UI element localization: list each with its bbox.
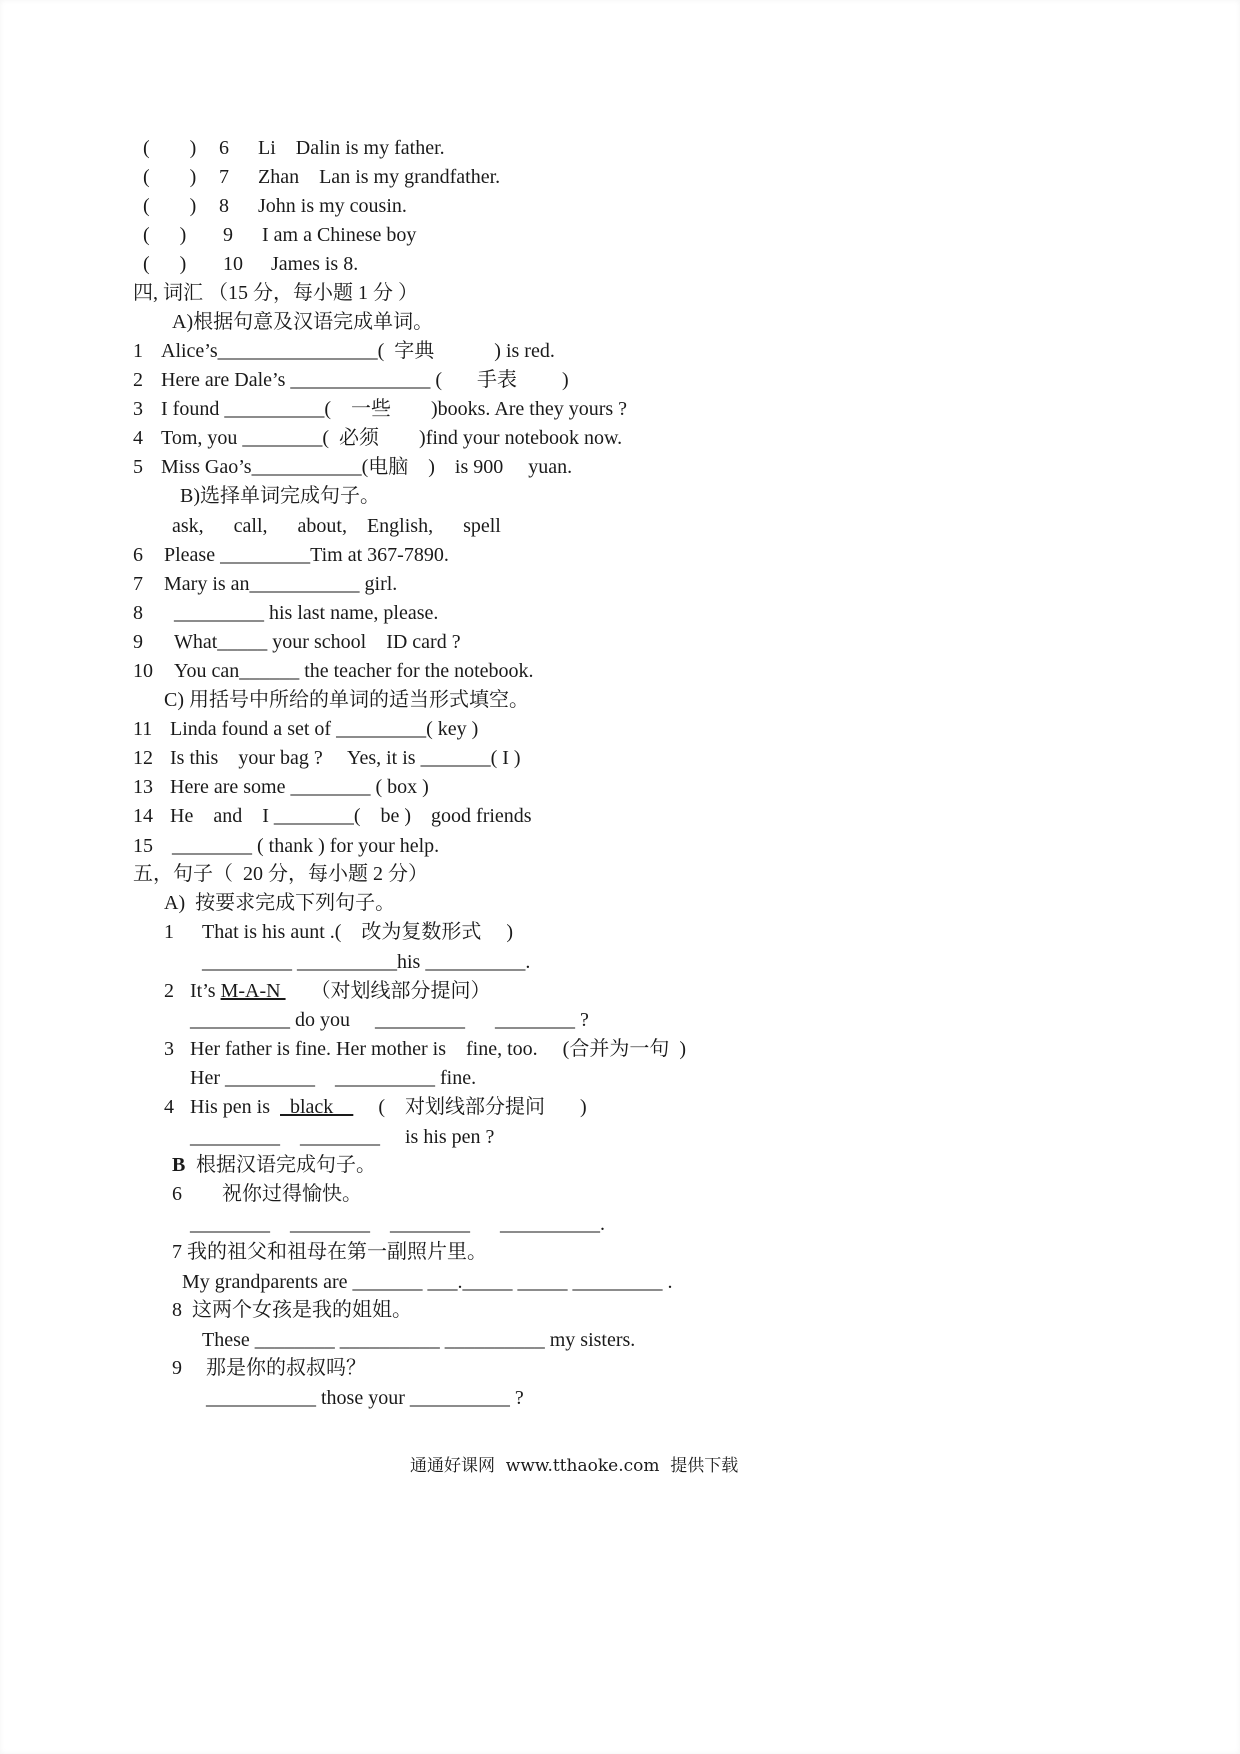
s4b-text-10: You can______ the teacher for the notebook. (174, 660, 534, 682)
s4a-num-2: 2 (133, 369, 143, 391)
s5b-text-7: 7 我的祖父和祖母在第一副照片里。 (172, 1241, 487, 1263)
s5a-text-4-pre: His pen is (190, 1096, 280, 1118)
s5b-text-6: 祝你过得愉快。 (222, 1183, 362, 1205)
s3-text-9: I am a Chinese boy (262, 224, 417, 246)
s5a-answer-1: _________ __________his __________. (202, 951, 531, 973)
s5a-text-4-post: ( 对划线部分提问 ) (353, 1096, 587, 1118)
s4a-text-1: Alice’s________________( 字典 ) is red. (161, 340, 555, 362)
section5-partB-label: B (172, 1154, 186, 1176)
s4c-text-13: Here are some ________ ( box ) (170, 776, 429, 798)
s5b-answer-6: ________ ________ ________ __________. (190, 1213, 605, 1235)
s3-paren-9: ( ) (143, 224, 187, 246)
s4b-text-8: _________ his last name, please. (174, 602, 439, 624)
s3-text-10: James is 8. (271, 253, 359, 275)
s5a-num-2: 2 (164, 980, 174, 1002)
s4b-text-6: Please _________Tim at 367-7890. (164, 544, 449, 566)
s3-paren-6: ( ) (143, 137, 197, 159)
s5b-answer-9: ___________ those your __________ ? (206, 1387, 524, 1409)
page-footer: 通通好课网 www.tthaoke.com 提供下载 (410, 1456, 739, 1476)
s4b-num-10: 10 (133, 660, 153, 682)
section4-partB-title: B)选择单词完成句子。 (180, 485, 380, 507)
s5b-num-9: 9 (172, 1357, 182, 1379)
s4c-num-13: 13 (133, 776, 153, 798)
s5a-answer-4: _________ ________ is his pen ? (190, 1126, 495, 1148)
s4c-num-15: 15 (133, 835, 153, 857)
s3-paren-10: ( ) (143, 253, 187, 275)
s3-num-8: 8 (219, 195, 229, 217)
s4c-text-12: Is this your bag ? Yes, it is _______( I ) (170, 747, 521, 769)
s5a-text-4-underlined: black (280, 1096, 354, 1118)
s5a-text-2-pre: It’s (190, 980, 221, 1002)
s4b-text-7: Mary is an___________ girl. (164, 573, 398, 595)
s4b-num-6: 6 (133, 544, 143, 566)
s4a-text-4: Tom, you ________( 必须 )find your notebook now. (161, 427, 623, 449)
s4a-text-3: I found __________( 一些 )books. Are they yours ? (161, 398, 628, 420)
s5b-text-9: 那是你的叔叔吗？ (206, 1357, 366, 1379)
s5b-answer-8: These ________ __________ __________ my sisters. (202, 1329, 636, 1351)
s3-paren-7: ( ) (143, 166, 197, 188)
word-bank: ask, call, about, English, spell (172, 515, 501, 537)
s4c-text-11: Linda found a set of _________( key ) (170, 718, 479, 740)
s3-num-7: 7 (219, 166, 229, 188)
section5-title: 五，句子（ 20 分，每小题 2 分） (133, 863, 428, 885)
s4b-num-8: 8 (133, 602, 143, 624)
s4b-num-7: 7 (133, 573, 143, 595)
section4-title: 四, 词汇 （15 分，每小题 1 分 ） (133, 282, 418, 304)
s4b-text-9: What_____ your school ID card ? (174, 631, 461, 653)
s4c-num-11: 11 (133, 718, 153, 740)
s5b-text-8: 8 这两个女孩是我的姐姐。 (172, 1299, 412, 1321)
s5a-answer-2: __________ do you _________ ________ ? (190, 1009, 589, 1031)
s4a-text-2: Here are Dale’s ______________ ( 手表 ) (161, 369, 569, 391)
s4a-num-4: 4 (133, 427, 143, 449)
s5a-answer-3: Her _________ __________ fine. (190, 1067, 477, 1089)
s5b-answer-7: My grandparents are _______ ___._____ _____ _________ . (182, 1271, 673, 1293)
s4c-text-15: ________ ( thank ) for your help. (172, 835, 440, 857)
s4a-text-5: Miss Gao’s___________(电脑 ) is 900 yuan. (161, 456, 573, 478)
s3-num-9: 9 (223, 224, 233, 246)
s4a-num-5: 5 (133, 456, 143, 478)
s5a-num-1: 1 (164, 921, 174, 943)
s5a-text-1: That is his aunt .( 改为复数形式 ) (202, 921, 514, 943)
s4c-num-14: 14 (133, 805, 153, 827)
s4c-text-14: He and I ________( be ) good friends (170, 805, 532, 827)
s5a-text-2-underlined: M-A-N (220, 980, 286, 1002)
s3-text-8: John is my cousin. (258, 195, 407, 217)
s5b-num-6: 6 (172, 1183, 182, 1205)
s3-num-10: 10 (223, 253, 243, 275)
s5a-num-4: 4 (164, 1096, 174, 1118)
s3-paren-8: ( ) (143, 195, 197, 217)
s3-num-6: 6 (219, 137, 229, 159)
section5-partB-title: 根据汉语完成句子。 (196, 1154, 376, 1176)
section5-partA-title: A) 按要求完成下列句子。 (164, 892, 396, 914)
s5a-text-4 (190, 1095, 587, 1119)
s5a-num-3: 3 (164, 1038, 174, 1060)
section4-partC-title: C) 用括号中所给的单词的适当形式填空。 (164, 689, 529, 711)
s5a-text-2-post: （对划线部分提问） (285, 980, 491, 1002)
s4c-num-12: 12 (133, 747, 153, 769)
section4-partA-title: A)根据句意及汉语完成单词。 (172, 311, 434, 333)
s4a-num-1: 1 (133, 340, 143, 362)
s4a-num-3: 3 (133, 398, 143, 420)
s5a-text-2 (190, 979, 491, 1003)
s3-text-7: Zhan Lan is my grandfather. (258, 166, 501, 188)
s3-text-6: Li Dalin is my father. (258, 137, 445, 159)
s4b-num-9: 9 (133, 631, 143, 653)
s5a-text-3: Her father is fine. Her mother is fine, too. (合并为一句 ) (190, 1038, 686, 1060)
